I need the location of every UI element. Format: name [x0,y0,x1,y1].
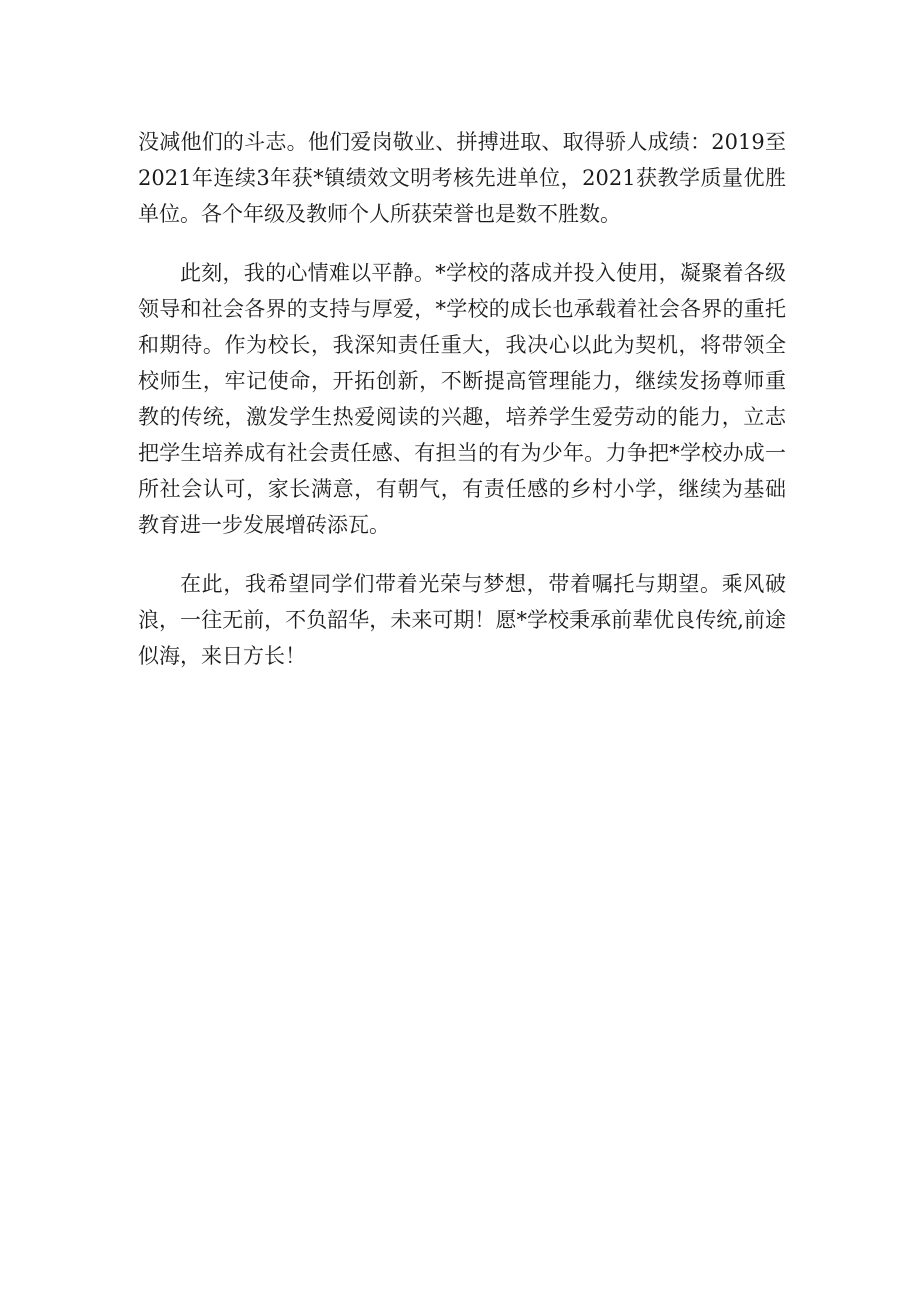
paragraph-1: 没减他们的斗志。他们爱岗敬业、拼搏进取、取得骄人成绩：2019至2021年连续3年获*镇绩效文明考核先进单位，2021获教学质量优胜单位。各个年级及教师个人所获荣誉也是数不胜数。 [138,130,786,226]
paragraph-2: 此刻，我的心情难以平静。*学校的落成并投入使用，凝聚着各级领导和社会各界的支持与厚爱，*学校的成长也承载着社会各界的重托和期待。作为校长，我深知责任重大，我决心以此为契机，将带领全校师生，牢记使命，开拓创新，不断提高管理能力，继续发扬尊师重教的传统，激发学生热爱阅读的兴趣，培养学生爱劳动的能力，立志把学生培养成有社会责任感、有担当的有为少年。力争把*学校办成一所社会认可，家长满意，有朝气，有责任感的乡村小学，继续为基础教育进一步发展增砖添瓦。 [138,261,786,537]
paragraph-3: 在此，我希望同学们带着光荣与梦想，带着嘱托与期望。乘风破浪，一往无前，不负韶华，未来可期！愿*学校秉承前辈优良传统,前途似海，来日方长！ [138,572,786,668]
document-body [138,124,786,697]
